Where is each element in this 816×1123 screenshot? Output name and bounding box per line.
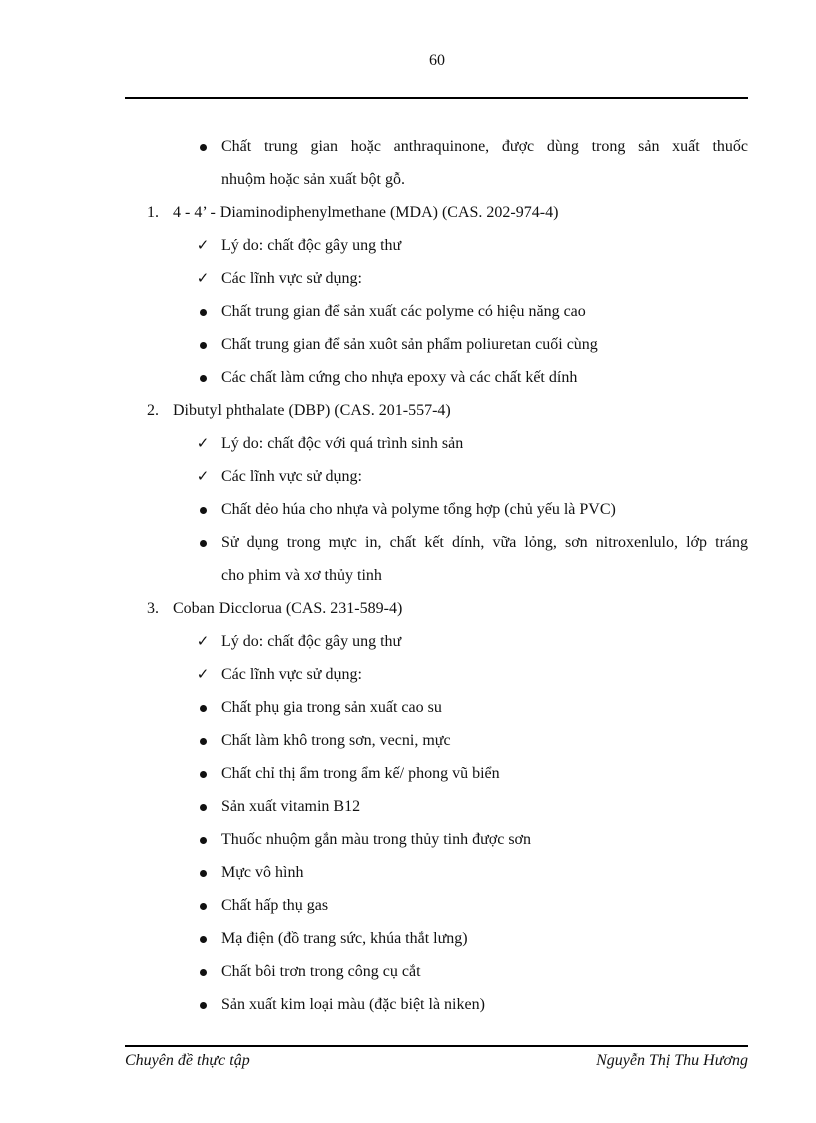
bullet-dot-icon	[193, 823, 213, 856]
continuation-line	[125, 163, 748, 196]
line-text: Các chất làm cứng cho nhựa epoxy và các chất kết dính	[221, 369, 578, 386]
line-text: Chất chỉ thị ẩm trong ẩm kế/ phong vũ biển	[221, 765, 500, 782]
bullet-item	[125, 526, 748, 559]
line-text: Coban Dicclorua (CAS. 231-589-4)	[173, 600, 403, 617]
check-item	[125, 427, 748, 460]
check-item	[125, 262, 748, 295]
bullet-item	[125, 328, 748, 361]
bullet-dot-icon	[193, 493, 213, 526]
list-number: 2.	[147, 402, 159, 419]
line-text: Mực vô hình	[221, 864, 304, 881]
bullet-item	[125, 361, 748, 394]
bullet-item	[125, 988, 748, 1021]
header-rule	[125, 97, 748, 99]
continuation-line	[125, 559, 748, 592]
footer-author: Nguyễn Thị Thu Hương	[596, 1052, 748, 1069]
bullet-item	[125, 724, 748, 757]
bullet-dot-icon	[193, 922, 213, 955]
bullet-item	[125, 856, 748, 889]
numbered-heading	[125, 196, 748, 229]
bullet-dot-icon	[193, 757, 213, 790]
checkmark-icon: ✓	[196, 467, 210, 485]
list-number: 1.	[147, 204, 159, 221]
line-text: nhuộm hoặc sản xuất bột gỗ.	[221, 171, 405, 188]
bullet-item	[125, 295, 748, 328]
bullet-dot-icon	[193, 691, 213, 724]
check-item	[125, 229, 748, 262]
line-text: Các lĩnh vực sử dụng:	[221, 666, 362, 683]
bullet-item	[125, 691, 748, 724]
document-body	[125, 130, 748, 1021]
bullet-dot-icon	[193, 790, 213, 823]
bullet-item	[125, 130, 748, 163]
footer-title: Chuyên đề thực tập	[125, 1052, 250, 1069]
checkmark-icon: ✓	[196, 236, 210, 254]
line-text: Chất trung gian hoặc anthraquinone, được dùng trong sản xuất thuốc	[221, 138, 748, 155]
page-number: 60	[429, 52, 445, 69]
bullet-dot-icon	[193, 988, 213, 1021]
bullet-dot-icon	[193, 856, 213, 889]
line-text: Chất phụ gia trong sản xuất cao su	[221, 699, 442, 716]
bullet-dot-icon	[193, 328, 213, 361]
line-text: cho phim và xơ thủy tinh	[221, 567, 382, 584]
checkmark-icon: ✓	[196, 632, 210, 650]
bullet-item	[125, 823, 748, 856]
bullet-dot-icon	[193, 724, 213, 757]
bullet-item	[125, 955, 748, 988]
bullet-dot-icon	[193, 955, 213, 988]
line-text: Lý do: chất độc gây ung thư	[221, 237, 402, 254]
bullet-dot-icon	[193, 295, 213, 328]
bullet-item	[125, 493, 748, 526]
check-item	[125, 625, 748, 658]
line-text: Chất dẻo húa cho nhựa và polyme tổng hợp (chủ yếu là PVC)	[221, 501, 616, 518]
list-number: 3.	[147, 600, 159, 617]
check-item	[125, 460, 748, 493]
line-text: Chất trung gian để sản xuất các polyme có hiệu năng cao	[221, 303, 586, 320]
checkmark-icon: ✓	[196, 269, 210, 287]
line-text: Dibutyl phthalate (DBP) (CAS. 201-557-4)	[173, 402, 451, 419]
line-text: 4 - 4’ - Diaminodiphenylmethane (MDA) (CAS. 202-974-4)	[173, 204, 559, 221]
line-text: Sản xuất vitamin B12	[221, 798, 361, 815]
bullet-dot-icon	[193, 361, 213, 394]
line-text: Mạ điện (đồ trang sức, khúa thắt lưng)	[221, 930, 468, 947]
line-text: Sử dụng trong mực in, chất kết dính, vữa lỏng, sơn nitroxenlulo, lớp tráng	[221, 534, 748, 551]
bullet-dot-icon	[193, 889, 213, 922]
bullet-item	[125, 922, 748, 955]
line-text: Lý do: chất độc với quá trình sinh sản	[221, 435, 464, 452]
line-text: Chất bôi trơn trong công cụ cắt	[221, 963, 421, 980]
footer-rule	[125, 1045, 748, 1047]
line-text: Chất trung gian để sản xuôt sản phẩm poliuretan cuối cùng	[221, 336, 598, 353]
bullet-dot-icon	[193, 526, 213, 559]
line-text: Chất hấp thụ gas	[221, 897, 329, 914]
line-text: Chất làm khô trong sơn, vecni, mực	[221, 732, 451, 749]
bullet-item	[125, 790, 748, 823]
line-text: Thuốc nhuộm gắn màu trong thủy tinh được sơn	[221, 831, 531, 848]
check-item	[125, 658, 748, 691]
numbered-heading	[125, 394, 748, 427]
bullet-dot-icon	[193, 130, 213, 163]
line-text: Sản xuất kim loại màu (đặc biệt là niken)	[221, 996, 485, 1013]
checkmark-icon: ✓	[196, 665, 210, 683]
line-text: Lý do: chất độc gây ung thư	[221, 633, 402, 650]
checkmark-icon: ✓	[196, 434, 210, 452]
line-text: Các lĩnh vực sử dụng:	[221, 270, 362, 287]
numbered-heading	[125, 592, 748, 625]
bullet-item	[125, 889, 748, 922]
bullet-item	[125, 757, 748, 790]
line-text: Các lĩnh vực sử dụng:	[221, 468, 362, 485]
